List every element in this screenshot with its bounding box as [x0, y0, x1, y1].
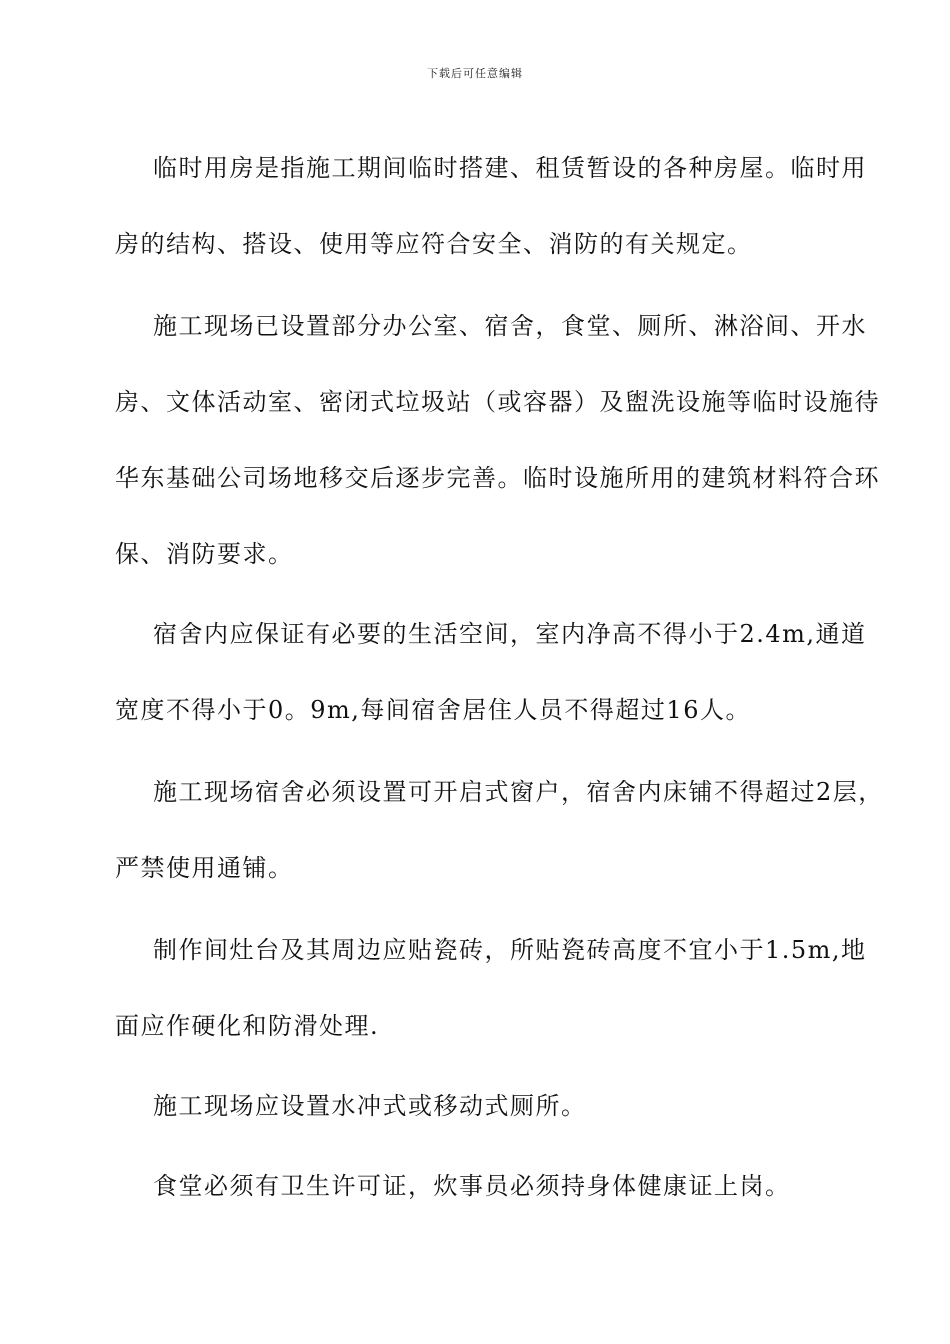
paragraph-temporary-housing: 临时用房是指施工期间临时搭建、租赁暂设的各种房屋。临时用房的结构、搭设、使用等应符合安全、消防的有关规定。	[115, 154, 867, 258]
paragraph-dormitory-windows: 施工现场宿舍必须设置可开启式窗户，宿舍内床铺不得超过2层，严禁使用通铺。	[115, 778, 884, 882]
paragraph-toilets: 施工现场应设置水冲式或移动式厕所。	[153, 1092, 587, 1120]
paragraph-canteen-license: 食堂必须有卫生许可证，炊事员必须持身体健康证上岗。	[153, 1172, 791, 1200]
paragraph-kitchen-tiles: 制作间灶台及其周边应贴瓷砖，所贴瓷砖高度不宜小于1.5m,地面应作硬化和防滑处理.	[115, 936, 867, 1040]
paragraph-site-facilities: 施工现场已设置部分办公室、宿舍，食堂、厕所、淋浴间、开水房、文体活动室、密闭式垃圾站（或容器）及盥洗设施等临时设施待华东基础公司场地移交后逐步完善。临时设施所用的建筑材料符合环保、消防要求。	[115, 312, 880, 568]
page-header-note: 下载后可任意编辑	[427, 67, 523, 80]
document-body	[115, 130, 885, 1224]
paragraph-dormitory-space: 宿舍内应保证有必要的生活空间，室内净高不得小于2.4m,通道宽度不得小于0。9m,每间宿舍居住人员不得超过16人。	[115, 620, 867, 724]
